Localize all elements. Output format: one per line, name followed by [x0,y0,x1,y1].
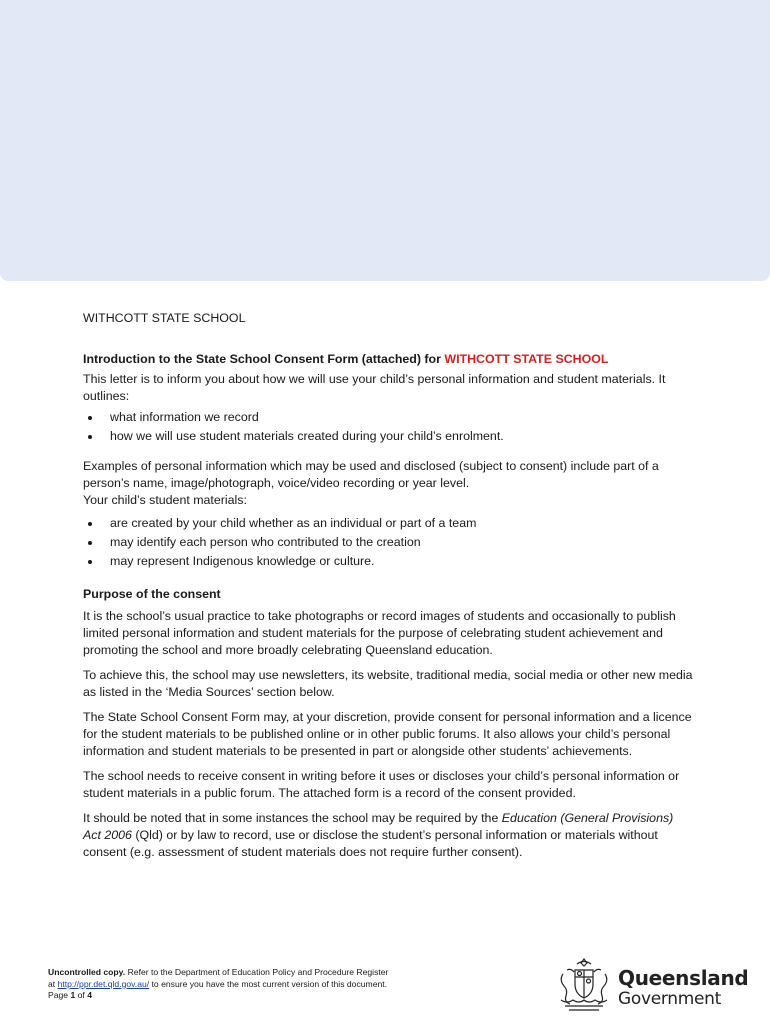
materials-list [83,515,693,570]
purpose-paragraph-5 [83,810,693,861]
page-label: Page [48,990,71,1000]
outline-list [83,409,693,445]
footer [48,967,478,1002]
intro-heading-prefix: Introduction to the State School Consent Form (attached) for [83,352,445,366]
list-item: may identify each person who contributed to the creation [83,534,693,551]
list-item: what information we record [83,409,693,426]
purpose-paragraph-2: To achieve this, the school may use newsletters, its website, traditional media, social media or other new media as listed in the ‘Media Sources’ section below. [83,668,693,699]
footer-at-text: at [48,978,58,989]
purpose-paragraph-4: The school needs to receive consent in writing before it uses or discloses your child’s personal information or student materials in a public forum. The attached form is a record of the consent provided. [83,769,680,800]
purpose-paragraph-3: The State School Consent Form may, at your discretion, provide consent for personal information and a licence for the student materials to be published online or in other public forums. It also allows your child’s personal information and student materials to be presented in part or alongside other students’ achievements. [83,710,692,758]
intro-heading-school: WITHCOTT STATE SCHOOL [444,352,609,366]
examples-paragraph: Examples of personal information which may be used and disclosed (subject to consent) include part of a person’s name, image/photograph, voice/video recording or year level. [83,459,659,490]
p5-text-end: (Qld) or by law to record, use or disclose the student’s personal information or materials without consent (e.g. assessment of student materials does not require further consent). [83,828,658,859]
intro-heading [83,351,693,368]
list-item: may represent Indigenous knowledge or culture. [83,553,693,570]
page-current: 1 [70,990,76,1000]
list-item: are created by your child whether as an individual or part of a team [83,515,693,532]
queensland-government-logo [555,956,749,1014]
intro-paragraph: This letter is to inform you about how we will use your child’s personal information and student materials. It outlines: [83,372,666,403]
coat-of-arms-icon [555,956,613,1014]
logo-line-2: Government [618,989,722,1009]
header-banner [0,0,770,281]
uncontrolled-label: Uncontrolled copy. [48,967,126,977]
page-of: of [75,990,88,1000]
purpose-paragraph-1: It is the school’s usual practice to take photographs or record images of students and occasionally to publish limited personal information and student materials for the purpose of celebrating student achievement and promoting the school and more broadly celebrating Queensland education. [83,609,676,657]
page-number [48,990,478,1002]
legislation-title: Education (General Provisions) Act 2006 [83,811,674,842]
page-total: 4 [87,990,92,1000]
footer-line-2 [48,979,478,991]
materials-lead: Your child’s student materials: [83,493,247,507]
purpose-heading: Purpose of the consent [83,587,221,601]
logo-line-1: Queensland [618,966,749,990]
footer-refer-text: Refer to the Department of Education Policy and Procedure Register [125,967,389,977]
list-item: how we will use student materials created during your child’s enrolment. [83,428,693,445]
ppr-link[interactable]: http://ppr.det.qld.gov.au/ [57,978,150,989]
p5-text-start: It should be noted that in some instances the school may be required by the [83,811,502,825]
footer-line-1 [48,967,478,979]
school-name: WITHCOTT STATE SCHOOL [83,311,246,325]
letter-body [83,310,693,869]
footer-ensure-text: to ensure you have the most current version of this document. [149,978,388,989]
